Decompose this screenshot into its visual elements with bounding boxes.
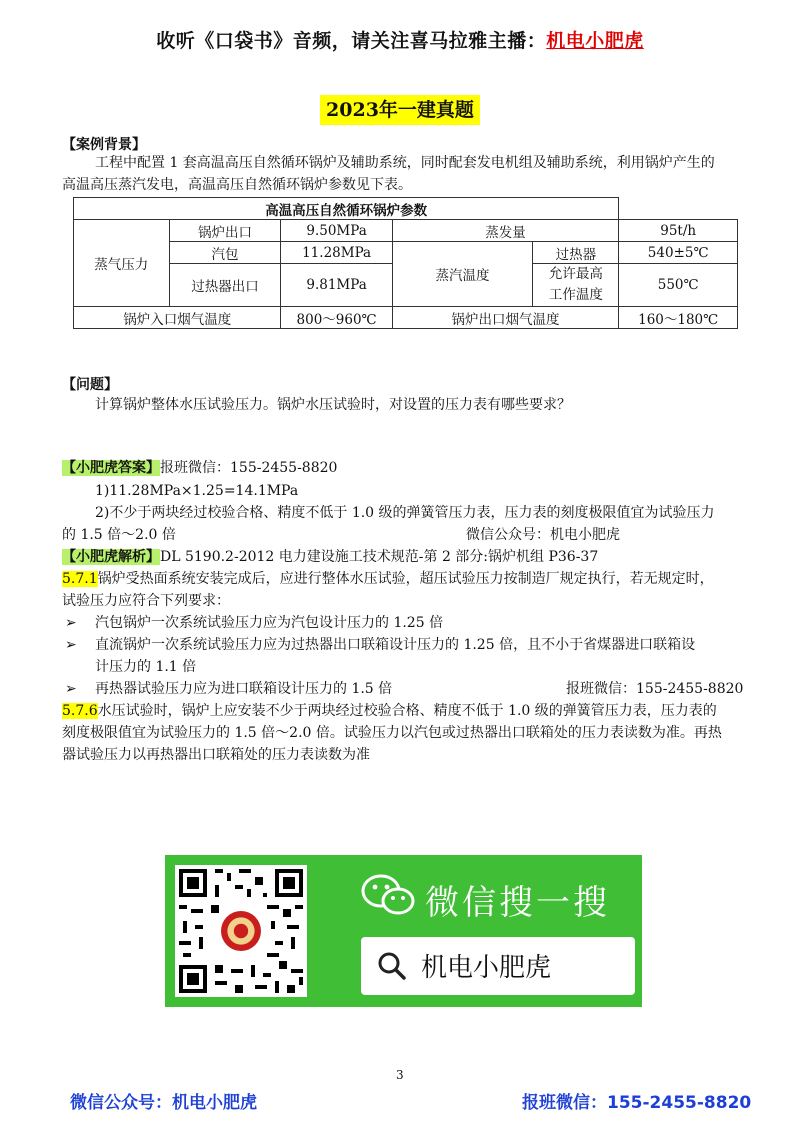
answer-wechat: 微信公众号：机电小肥虎 [466, 527, 620, 543]
cell-flue-in-val: 800～960℃ [281, 307, 392, 329]
cell-boiler-outlet: 锅炉出口 [169, 220, 281, 242]
bullet-2-text-b: 计压力的 1.1 倍 [95, 659, 197, 675]
arrow-bullet-icon: ➢ [65, 681, 77, 697]
bullet-2-text-a: 直流锅炉一次系统试验压力应为过热器出口联箱设计压力的 1.25 倍，且不小于省煤器进口联箱设 [95, 637, 696, 653]
bullet-item-2 [65, 634, 696, 656]
cell-flue-out-val: 160～180℃ [619, 307, 738, 329]
clause-5-7-1-text-2: 试验压力应符合下列要求： [62, 593, 230, 609]
cell-evaporation-val: 95t/h [619, 220, 738, 242]
cell-flue-out: 锅炉出口烟气温度 [392, 307, 619, 329]
analysis-label: 【小肥虎解析】 [62, 549, 160, 565]
analysis-heading [62, 546, 598, 568]
cell-drum: 汽包 [169, 242, 281, 264]
question-text: 计算锅炉整体水压试验压力。锅炉水压试验时，对设置的压力表有哪些要求？ [95, 397, 571, 413]
arrow-bullet-icon: ➢ [65, 615, 77, 631]
cell-evaporation: 蒸发量 [392, 220, 619, 242]
wechat-logo-icon [361, 873, 415, 917]
bullet-3-text: 再热器试验压力应为进口联箱设计压力的 1.5 倍 [95, 681, 393, 697]
footer-contact: 报班微信：155-2455-8820 [522, 1093, 752, 1113]
cell-steam-temp: 蒸汽温度 [392, 242, 533, 307]
header-prefix: 收听《口袋书》音频，请关注喜马拉雅主播： [156, 30, 547, 52]
qr-code[interactable] [175, 865, 307, 997]
clause-5-7-6-text-3: 器试验压力以再热器出口联箱处的压力表读数为准 [62, 747, 370, 763]
answer-label: 【小肥虎答案】 [62, 460, 160, 476]
background-text-2: 高温高压蒸汽发电，高温高压自然循环锅炉参数见下表。 [62, 177, 412, 193]
arrow-bullet-icon: ➢ [65, 637, 77, 653]
answer-contact: 报班微信：155-2455-8820 [160, 460, 338, 476]
cell-allowed-max-temp [533, 264, 619, 307]
page-number: 3 [396, 1068, 404, 1082]
clause-5-7-1-number: 5.7.1 [62, 571, 98, 587]
footer-wechat: 微信公众号：机电小肥虎 [70, 1093, 257, 1113]
clause-5-7-6-number: 5.7.6 [62, 703, 98, 719]
qr-code-graphic [175, 865, 307, 997]
wechat-search-box[interactable] [361, 937, 635, 995]
boiler-params-table [73, 197, 738, 329]
question-label: 【问题】 [62, 377, 118, 393]
table-caption: 高温高压自然循环锅炉参数 [74, 198, 619, 220]
answer-line-1: 1)11.28MPa×1.25=14.1MPa [95, 483, 299, 499]
wechat-search-keyword: 机电小肥虎 [421, 953, 552, 983]
bullet-item-1 [65, 612, 444, 634]
cell-working-temp-val: 550℃ [619, 264, 738, 307]
background-label: 【案例背景】 [62, 137, 146, 153]
wechat-search-banner[interactable] [165, 855, 642, 1007]
wechat-search-title: 微信搜一搜 [425, 883, 610, 923]
analysis-ref: DL 5190.2-2012 电力建设施工技术规范-第 2 部分:锅炉机组 P36-37 [160, 549, 599, 565]
clause-5-7-1 [62, 568, 714, 590]
cell-superheater-outlet-val: 9.81MPa [281, 264, 392, 307]
page-header [0, 26, 800, 53]
working-temp-label: 工作温度 [548, 287, 603, 303]
answer-line-2: 2)不少于两块经过校验合格、精度不低于 1.0 级的弹簧管压力表，压力表的刻度极限值宜为试验压力 [95, 505, 715, 521]
answer-line-3: 的 1.5 倍～2.0 倍 [62, 527, 176, 543]
background-text-1: 工程中配置 1 套高温高压自然循环锅炉及辅助系统，同时配套发电机组及辅助系统，利用锅炉产生的 [95, 155, 715, 171]
header-anchor-name[interactable]: 机电小肥虎 [546, 30, 644, 52]
bullet-1-text: 汽包锅炉一次系统试验压力应为汽包设计压力的 1.25 倍 [95, 615, 444, 631]
cell-steam-pressure: 蒸气压力 [74, 220, 170, 307]
clause-5-7-6 [62, 700, 717, 722]
cell-boiler-outlet-val: 9.50MPa [281, 220, 392, 242]
cell-flue-in: 锅炉入口烟气温度 [74, 307, 281, 329]
bullet-3-contact: 报班微信：155-2455-8820 [566, 681, 744, 697]
cell-superheater: 过热器 [533, 242, 619, 264]
page-title: 2023年一建真题 [320, 95, 480, 125]
clause-5-7-6-text-1: 水压试验时，锅炉上应安装不少于两块经过校验合格、精度不低于 1.0 级的弹簧管压力表，压力表的 [97, 703, 717, 719]
cell-drum-val: 11.28MPa [281, 242, 392, 264]
answer-heading [62, 457, 337, 479]
bullet-item-3 [65, 678, 393, 700]
cell-superheater-outlet: 过热器出口 [169, 264, 281, 307]
cell-superheater-val: 540±5℃ [619, 242, 738, 264]
clause-5-7-1-text-1: 锅炉受热面系统安装完成后，应进行整体水压试验，超压试验压力按制造厂规定执行，若无规定时， [97, 571, 714, 587]
search-icon [377, 951, 407, 981]
clause-5-7-6-text-2: 刻度极限值宜为试验压力的 1.5 倍～2.0 倍。试验压力以汽包或过热器出口联箱处的压力表读数为准。再热 [62, 725, 722, 741]
allowed-max-label: 允许最高 [548, 266, 603, 282]
